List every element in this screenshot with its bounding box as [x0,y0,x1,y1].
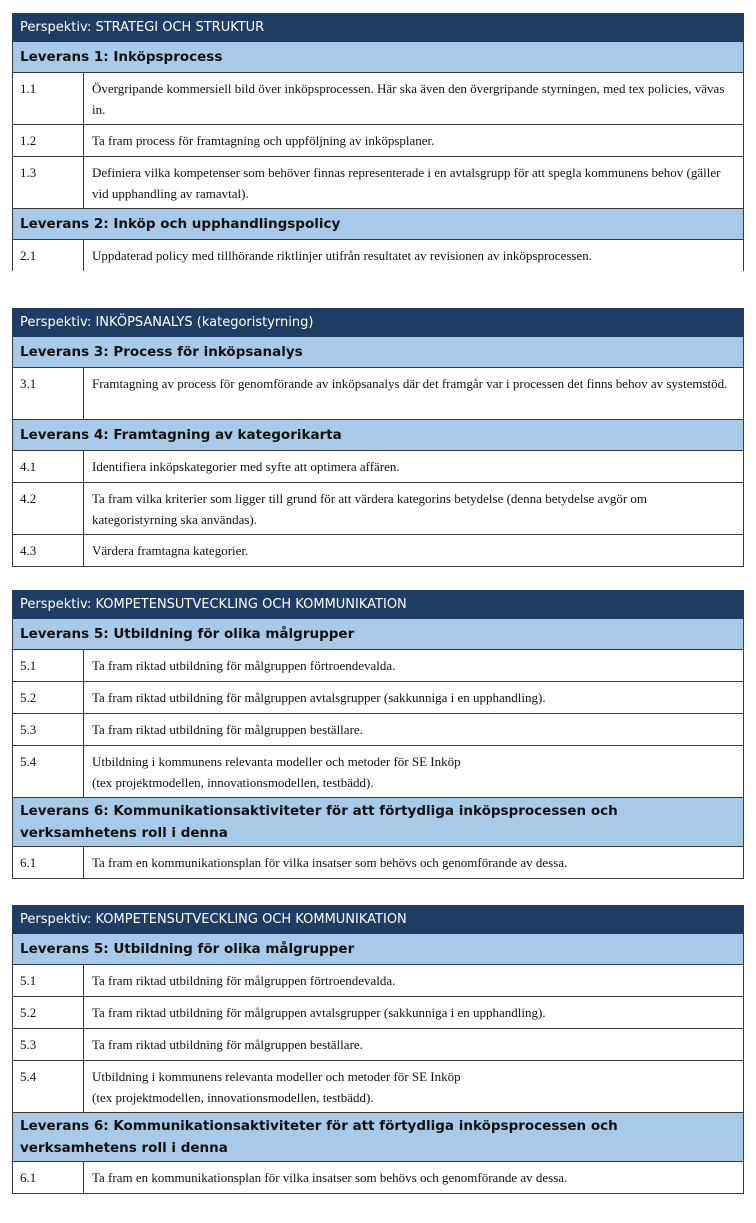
row-text: Ta fram en kommunikationsplan för vilka insatser som behövs och genomförande av dessa. [84,847,744,879]
delivery-header: Leverans 1: Inköpsprocess [13,42,744,73]
row-number: 6.1 [13,1162,84,1194]
table-row [13,368,744,420]
row-text-line: (tex projektmodellen, innovationsmodellen, testbädd). [92,1090,374,1105]
row-number: 5.3 [13,1029,84,1061]
row-text: Ta fram en kommunikationsplan för vilka insatser som behövs och genomförande av dessa. [84,1162,744,1194]
perspective-table-inkopsanalys [12,308,744,567]
table-row [13,157,744,209]
table-row [13,746,744,798]
delivery-header: Leverans 5: Utbildning för olika målgrupper [13,934,744,965]
row-number: 4.2 [13,483,84,535]
table-row [13,965,744,997]
table-row [13,125,744,157]
row-text: Ta fram riktad utbildning för målgruppen avtalsgrupper (sakkunniga i en upphandling). [84,997,744,1029]
table-row [13,73,744,125]
row-text: Ta fram riktad utbildning för målgruppen beställare. [84,714,744,746]
table-row [13,535,744,567]
table-row [13,1061,744,1113]
row-number: 4.1 [13,451,84,483]
row-text: Ta fram vilka kriterier som ligger till grund för att värdera kategorins betydelse (denna betydelse avgör om kategoristyrning ska användas). [84,483,744,535]
table-row [13,1029,744,1061]
row-text: Identifiera inköpskategorier med syfte att optimera affären. [84,451,744,483]
row-text: Definiera vilka kompetenser som behöver finnas representerade i en avtalsgrupp för att spegla kommunens behov (gäller vid upphandling av ramavtal). [84,157,744,209]
row-text: Ta fram riktad utbildning för målgruppen beställare. [84,1029,744,1061]
row-number: 5.1 [13,965,84,997]
row-text: Ta fram riktad utbildning för målgruppen förtroendevalda. [84,650,744,682]
row-text [84,746,744,798]
table-row [13,714,744,746]
row-number: 5.3 [13,714,84,746]
row-number: 1.1 [13,73,84,125]
delivery-header: Leverans 6: Kommunikationsaktiviteter för att förtydliga inköpsprocessen och verksamhetens roll i denna [13,798,744,847]
table-row [13,682,744,714]
delivery-header: Leverans 2: Inköp och upphandlingspolicy [13,209,744,240]
row-number: 1.3 [13,157,84,209]
row-number: 5.4 [13,746,84,798]
delivery-header: Leverans 5: Utbildning för olika målgrupper [13,619,744,650]
row-number: 5.2 [13,997,84,1029]
row-text: Ta fram riktad utbildning för målgruppen avtalsgrupper (sakkunniga i en upphandling). [84,682,744,714]
delivery-header: Leverans 3: Process för inköpsanalys [13,337,744,368]
row-text: Framtagning av process för genomförande av inköpsanalys där det framgår var i processen det finns behov av systemstöd. [84,368,744,420]
row-number: 2.1 [13,240,84,272]
row-number: 5.1 [13,650,84,682]
delivery-header: Leverans 6: Kommunikationsaktiviteter för att förtydliga inköpsprocessen och verksamhetens roll i denna [13,1113,744,1162]
perspective-header: Perspektiv: INKÖPSANALYS (kategoristyrning) [13,309,744,337]
perspective-table-kompetens-2 [12,905,744,1194]
table-row [13,847,744,879]
row-text: Värdera framtagna kategorier. [84,535,744,567]
table-row [13,240,744,272]
table-row [13,483,744,535]
perspective-header: Perspektiv: KOMPETENSUTVECKLING OCH KOMMUNIKATION [13,591,744,619]
table-row [13,451,744,483]
row-text-line: (tex projektmodellen, innovationsmodellen, testbädd). [92,775,374,790]
perspective-table-kompetens-1 [12,590,744,879]
table-row [13,650,744,682]
delivery-header: Leverans 4: Framtagning av kategorikarta [13,420,744,451]
row-text: Uppdaterad policy med tillhörande riktlinjer utifrån resultatet av revisionen av inköpsprocessen. [84,240,744,272]
row-number: 3.1 [13,368,84,420]
row-number: 4.3 [13,535,84,567]
table-row [13,1162,744,1194]
row-text [84,1061,744,1113]
row-text: Ta fram riktad utbildning för målgruppen förtroendevalda. [84,965,744,997]
row-text: Övergripande kommersiell bild över inköpsprocessen. Här ska även den övergripande styrningen, med tex policies, vävas in. [84,73,744,125]
row-number: 1.2 [13,125,84,157]
row-text: Ta fram process för framtagning och uppföljning av inköpsplaner. [84,125,744,157]
row-number: 5.4 [13,1061,84,1113]
perspective-header: Perspektiv: STRATEGI OCH STRUKTUR [13,14,744,42]
row-text-line: Utbildning i kommunens relevanta modeller och metoder för SE Inköp [92,754,461,769]
perspective-table-strategi [12,13,744,271]
row-number: 6.1 [13,847,84,879]
perspective-header: Perspektiv: KOMPETENSUTVECKLING OCH KOMMUNIKATION [13,906,744,934]
row-number: 5.2 [13,682,84,714]
table-row [13,997,744,1029]
row-text-line: Utbildning i kommunens relevanta modeller och metoder för SE Inköp [92,1069,461,1084]
